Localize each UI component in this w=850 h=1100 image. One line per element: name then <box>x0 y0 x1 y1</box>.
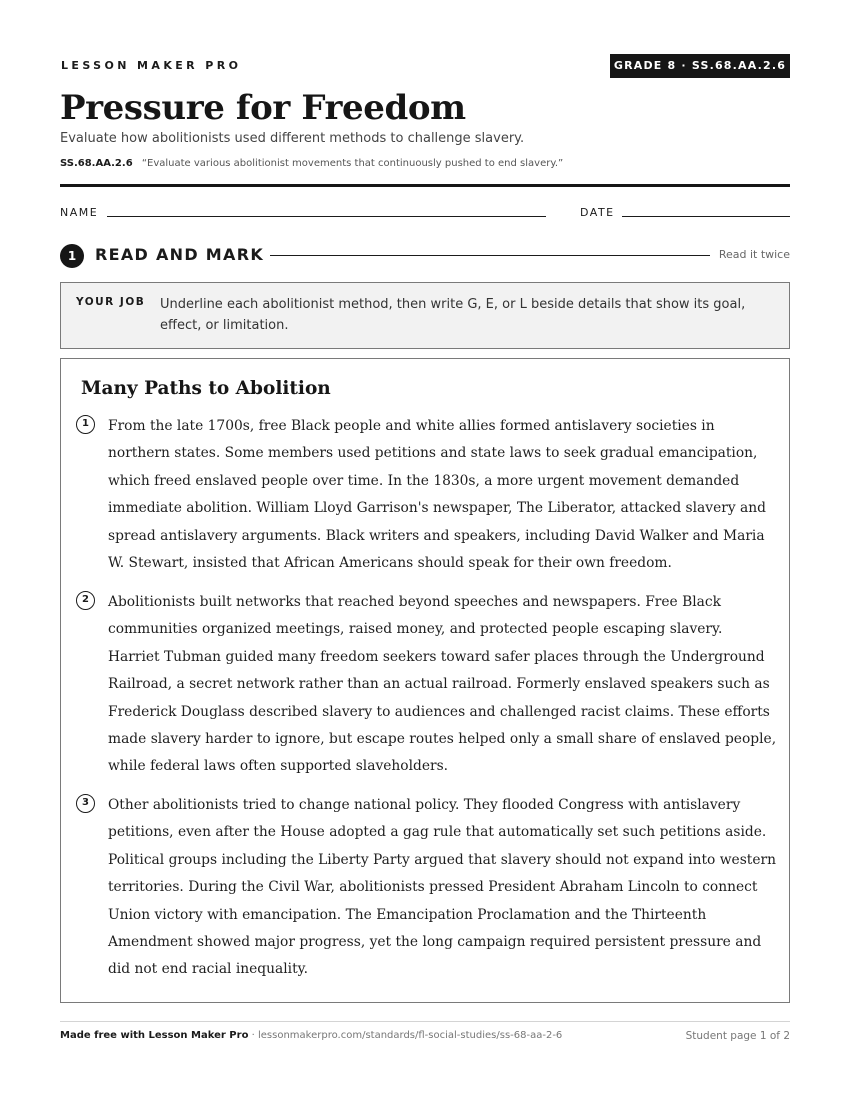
standard-quote: “Evaluate various abolitionist movements that continuously pushed to end slavery.” <box>141 158 564 169</box>
header-divider <box>60 184 790 187</box>
paragraph-number-1: 1 <box>76 415 95 434</box>
standard-code: SS.68.AA.2.6 <box>60 158 133 169</box>
footer-credit <box>60 1030 562 1041</box>
standard-line <box>60 158 563 169</box>
page-title: Pressure for Freedom <box>60 88 466 128</box>
grade-standard-badge: GRADE 8 · SS.68.AA.2.6 <box>610 54 790 78</box>
name-write-line[interactable] <box>107 216 546 217</box>
paragraph-number-3: 3 <box>76 794 95 813</box>
footer-divider <box>60 1021 790 1022</box>
paragraph-number-2: 2 <box>76 591 95 610</box>
section-title: READ AND MARK <box>95 245 265 264</box>
instructions-label: YOUR JOB <box>76 296 146 308</box>
section-note: Read it twice <box>718 248 790 261</box>
instructions-box <box>60 282 790 349</box>
date-label: DATE <box>580 206 615 219</box>
paragraph-1: From the late 1700s, free Black people and white allies formed antislavery societies in northern states. Some members used petitions and state laws to seek gradual emancipation, which freed enslaved people over time. In the 1830s, a more urgent movement demanded immediate abolition. William Lloyd Garrison's newspaper, The Liberator, attacked slavery and spread antislavery arguments. Black writers and speakers, including David Walker and Maria W. Stewart, insisted that African Americans should speak for their own freedom. <box>108 418 766 572</box>
brand-name: LESSON MAKER PRO <box>61 59 242 72</box>
footer-made-with: Made free with Lesson Maker Pro <box>60 1030 249 1041</box>
instructions-text: Underline each abolitionist method, then write G, E, or L beside details that show its goal, effect, or limitation. <box>160 297 746 333</box>
reading-passage <box>60 358 790 1003</box>
section-divider <box>270 255 710 256</box>
footer-url[interactable]: lessonmakerpro.com/standards/fl-social-studies/ss-68-aa-2-6 <box>257 1030 563 1041</box>
footer-separator: · <box>248 1030 258 1041</box>
date-write-line[interactable] <box>622 216 790 217</box>
name-label: NAME <box>60 206 99 219</box>
page-indicator: Student page 1 of 2 <box>685 1030 790 1042</box>
paragraph-2: Abolitionists built networks that reached beyond speeches and newspapers. Free Black communities organized meetings, raised money, and protected people escaping slavery. Harriet Tubman guided many freedom seekers toward safer places through the Underground Railroad, a secret network rather than an actual railroad. Formerly enslaved speakers such as Frederick Douglass described slavery to audiences and challenged racist claims. These efforts made slavery harder to ignore, but escape routes helped only a small share of enslaved people, while federal laws often supported slaveholders. <box>108 594 777 775</box>
section-number-badge: 1 <box>60 244 84 268</box>
reading-title: Many Paths to Abolition <box>81 378 331 399</box>
paragraph-3: Other abolitionists tried to change national policy. They flooded Congress with antislavery petitions, even after the House adopted a gag rule that automatically set such petitions aside. Political groups including the Liberty Party argued that slavery should not expand into western territories. During the Civil War, abolitionists pressed President Abraham Lincoln to connect Union victory with emancipation. The Emancipation Proclamation and the Thirteenth Amendment showed major progress, yet the long campaign required persistent pressure and did not end racial inequality. <box>108 797 776 978</box>
page-subtitle: Evaluate how abolitionists used different methods to challenge slavery. <box>60 131 525 146</box>
